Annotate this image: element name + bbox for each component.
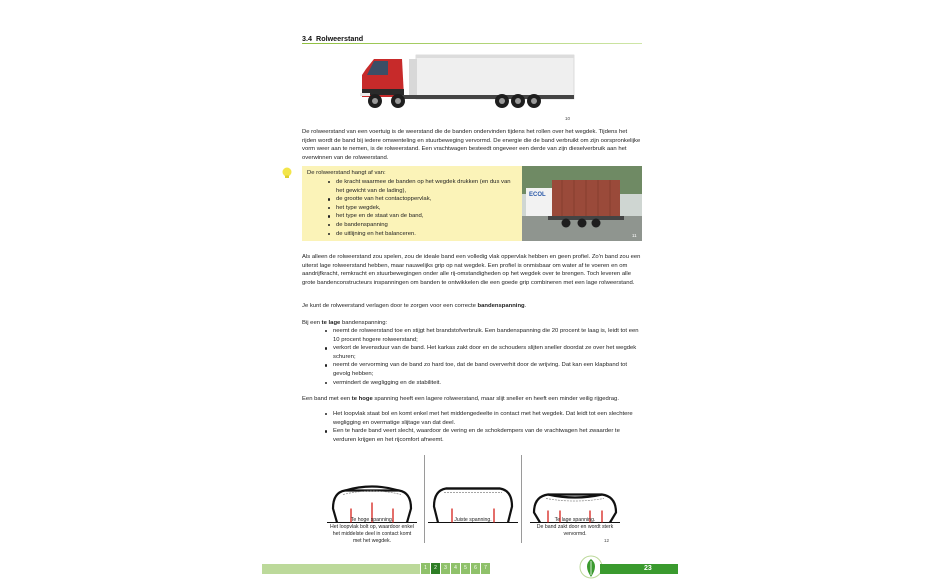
list-item: de kracht waarmee de banden op het wegdek drukken (en dus van het gewicht van de lading),: [327, 178, 517, 195]
high-bold: te hoge: [351, 396, 373, 402]
diagram-divider: [521, 455, 522, 543]
caption-line: het middelste deel in contact komt: [332, 531, 412, 537]
list-item: neemt de rolweerstand toe en stijgt het brandstofverbruik. Een bandenspanning die 20 procent te laag is, leidt tot een 10 procent hogere rolweerstand;: [324, 327, 642, 344]
high-pressure-heading: [302, 395, 642, 404]
pressure-end: .: [524, 303, 527, 309]
list-item: neemt de vervorming van de band zo hard toe, dat de band oververhit door de wrijving. Dat kan een klapband tot gevolg hebben;: [324, 361, 642, 378]
pager-item[interactable]: 3: [441, 563, 450, 574]
pager-item[interactable]: 4: [451, 563, 460, 574]
caption-line: Te lage spanning.: [554, 517, 596, 523]
page-number: 23: [644, 565, 652, 572]
list-item: Het loopvlak staat bol en komt enkel met het middengedeelte in contact met het wegdek. Dat leidt tot een slechtere wegligging en overmatige slijtage van dat deel.: [324, 410, 642, 427]
caption-correct: [423, 517, 523, 524]
list-item: de uitlijning en het balanceren.: [327, 230, 517, 239]
diagram-divider: [424, 455, 425, 543]
factors-list: [327, 178, 517, 238]
list-item: de bandenspanning: [327, 221, 517, 230]
list-item: verkort de levensduur van de band. Het karkas zakt door en de schouders slijten sneller doordat ze over het wegdek schuren;: [324, 344, 642, 361]
list-item: vermindert de wegligging en de stabiliteit.: [324, 379, 642, 388]
low-pre: Bij een: [302, 320, 322, 326]
low-bold: te lage: [321, 320, 341, 326]
caption-line: Het loopvlak bolt op, waardoor enkel: [330, 524, 414, 530]
footer-bar-left: [262, 564, 420, 574]
caption-line: De band zakt door en wordt sterk: [536, 524, 614, 530]
figure-number-truck: 10: [565, 116, 571, 121]
caption-line: met het wegdek.: [352, 538, 392, 544]
section-heading: Rolweerstand: [316, 34, 364, 43]
caption-low: [525, 517, 625, 538]
container-brand-label: ECOL: [529, 192, 546, 198]
pager-item[interactable]: 1: [421, 563, 430, 574]
factors-heading: De rolweerstand hangt af van:: [307, 170, 386, 176]
section-underline: [302, 43, 642, 44]
high-post: spanning heeft een lagere rolweerstand, maar slijt sneller en heeft een minder veilig rijgedrag.: [372, 396, 619, 402]
caption-high: [322, 517, 422, 545]
intro-paragraph: De rolweerstand van een voertuig is de weerstand die de banden ondervinden tijdens het rollen over het wegdek. Tijdens het rijden wordt de band bij iedere omwenteling en stuurbeweging vervormd. De energie die de band verbruikt om zijn oorspronkelijke vorm weer aan te nemen, is de rolweerstand. Een vrachtwagen besteedt ongeveer een derde van zijn dieselverbruik aan het overwinnen van de rolweerstand.: [302, 129, 641, 161]
caption-line: Te hoge spanning.: [350, 517, 394, 523]
truck-illustration: [354, 53, 576, 115]
pressure-text: Je kunt de rolweerstand verlagen door te zorgen voor een correcte: [302, 303, 478, 309]
caption-line: Juiste spanning.: [454, 517, 492, 523]
list-item: Een te harde band veert slecht, waardoor de vering en de schokdempers van de vrachtwagen het zwaarder te verduren krijgen en het rijcomfort afneemt.: [324, 427, 642, 444]
list-item: de grootte van het contactoppervlak,: [327, 195, 517, 204]
list-item: het type wegdek,: [327, 204, 517, 213]
pressure-paragraph: [302, 302, 642, 311]
section-title: [302, 34, 363, 43]
pager-item[interactable]: 6: [471, 563, 480, 574]
caption-line: vervormd.: [563, 531, 587, 537]
high-pre: Een band met een: [302, 396, 352, 402]
figure-number-tires: 12: [604, 538, 610, 543]
pager-item-current[interactable]: 2: [431, 563, 440, 574]
container-truck-photo: [522, 166, 642, 241]
tire-diagram-correct: [428, 455, 518, 550]
factors-highlight-box: [302, 166, 522, 241]
profile-paragraph: Als alleen de rolweerstand zou spelen, zou de ideale band een volledig vlak oppervlak hebben en geen profiel. Zo'n band zou een uiterst lage rolweerstand hebben, maar nauwelijks grip op nat wegdek. Een profiel is onmisbaar om water af te voeren en om aandrijfkracht, remkracht en stuurbewegingen onder alle rij-omstandigheden op het wegdek over te brengen. Toch leveren alle grote bandenconstructeurs inspanningen om banden te ontwikkelen die een goede grip combineren met een lage rolweerstand.: [302, 254, 641, 286]
pager-item[interactable]: 7: [481, 563, 490, 574]
footer-bar-right: [600, 564, 678, 574]
pressure-bold: bandenspanning: [477, 303, 525, 309]
chapter-pager: [421, 563, 490, 574]
figure-number-photo: 11: [632, 233, 637, 238]
section-number: 3.4: [302, 34, 312, 43]
lightbulb-icon: [281, 167, 293, 179]
pager-item[interactable]: 5: [461, 563, 470, 574]
list-item: het type en de staat van de band,: [327, 212, 517, 221]
low-post: bandenspanning:: [340, 320, 388, 326]
low-pressure-list: [324, 327, 642, 387]
high-pressure-list: [324, 410, 642, 444]
